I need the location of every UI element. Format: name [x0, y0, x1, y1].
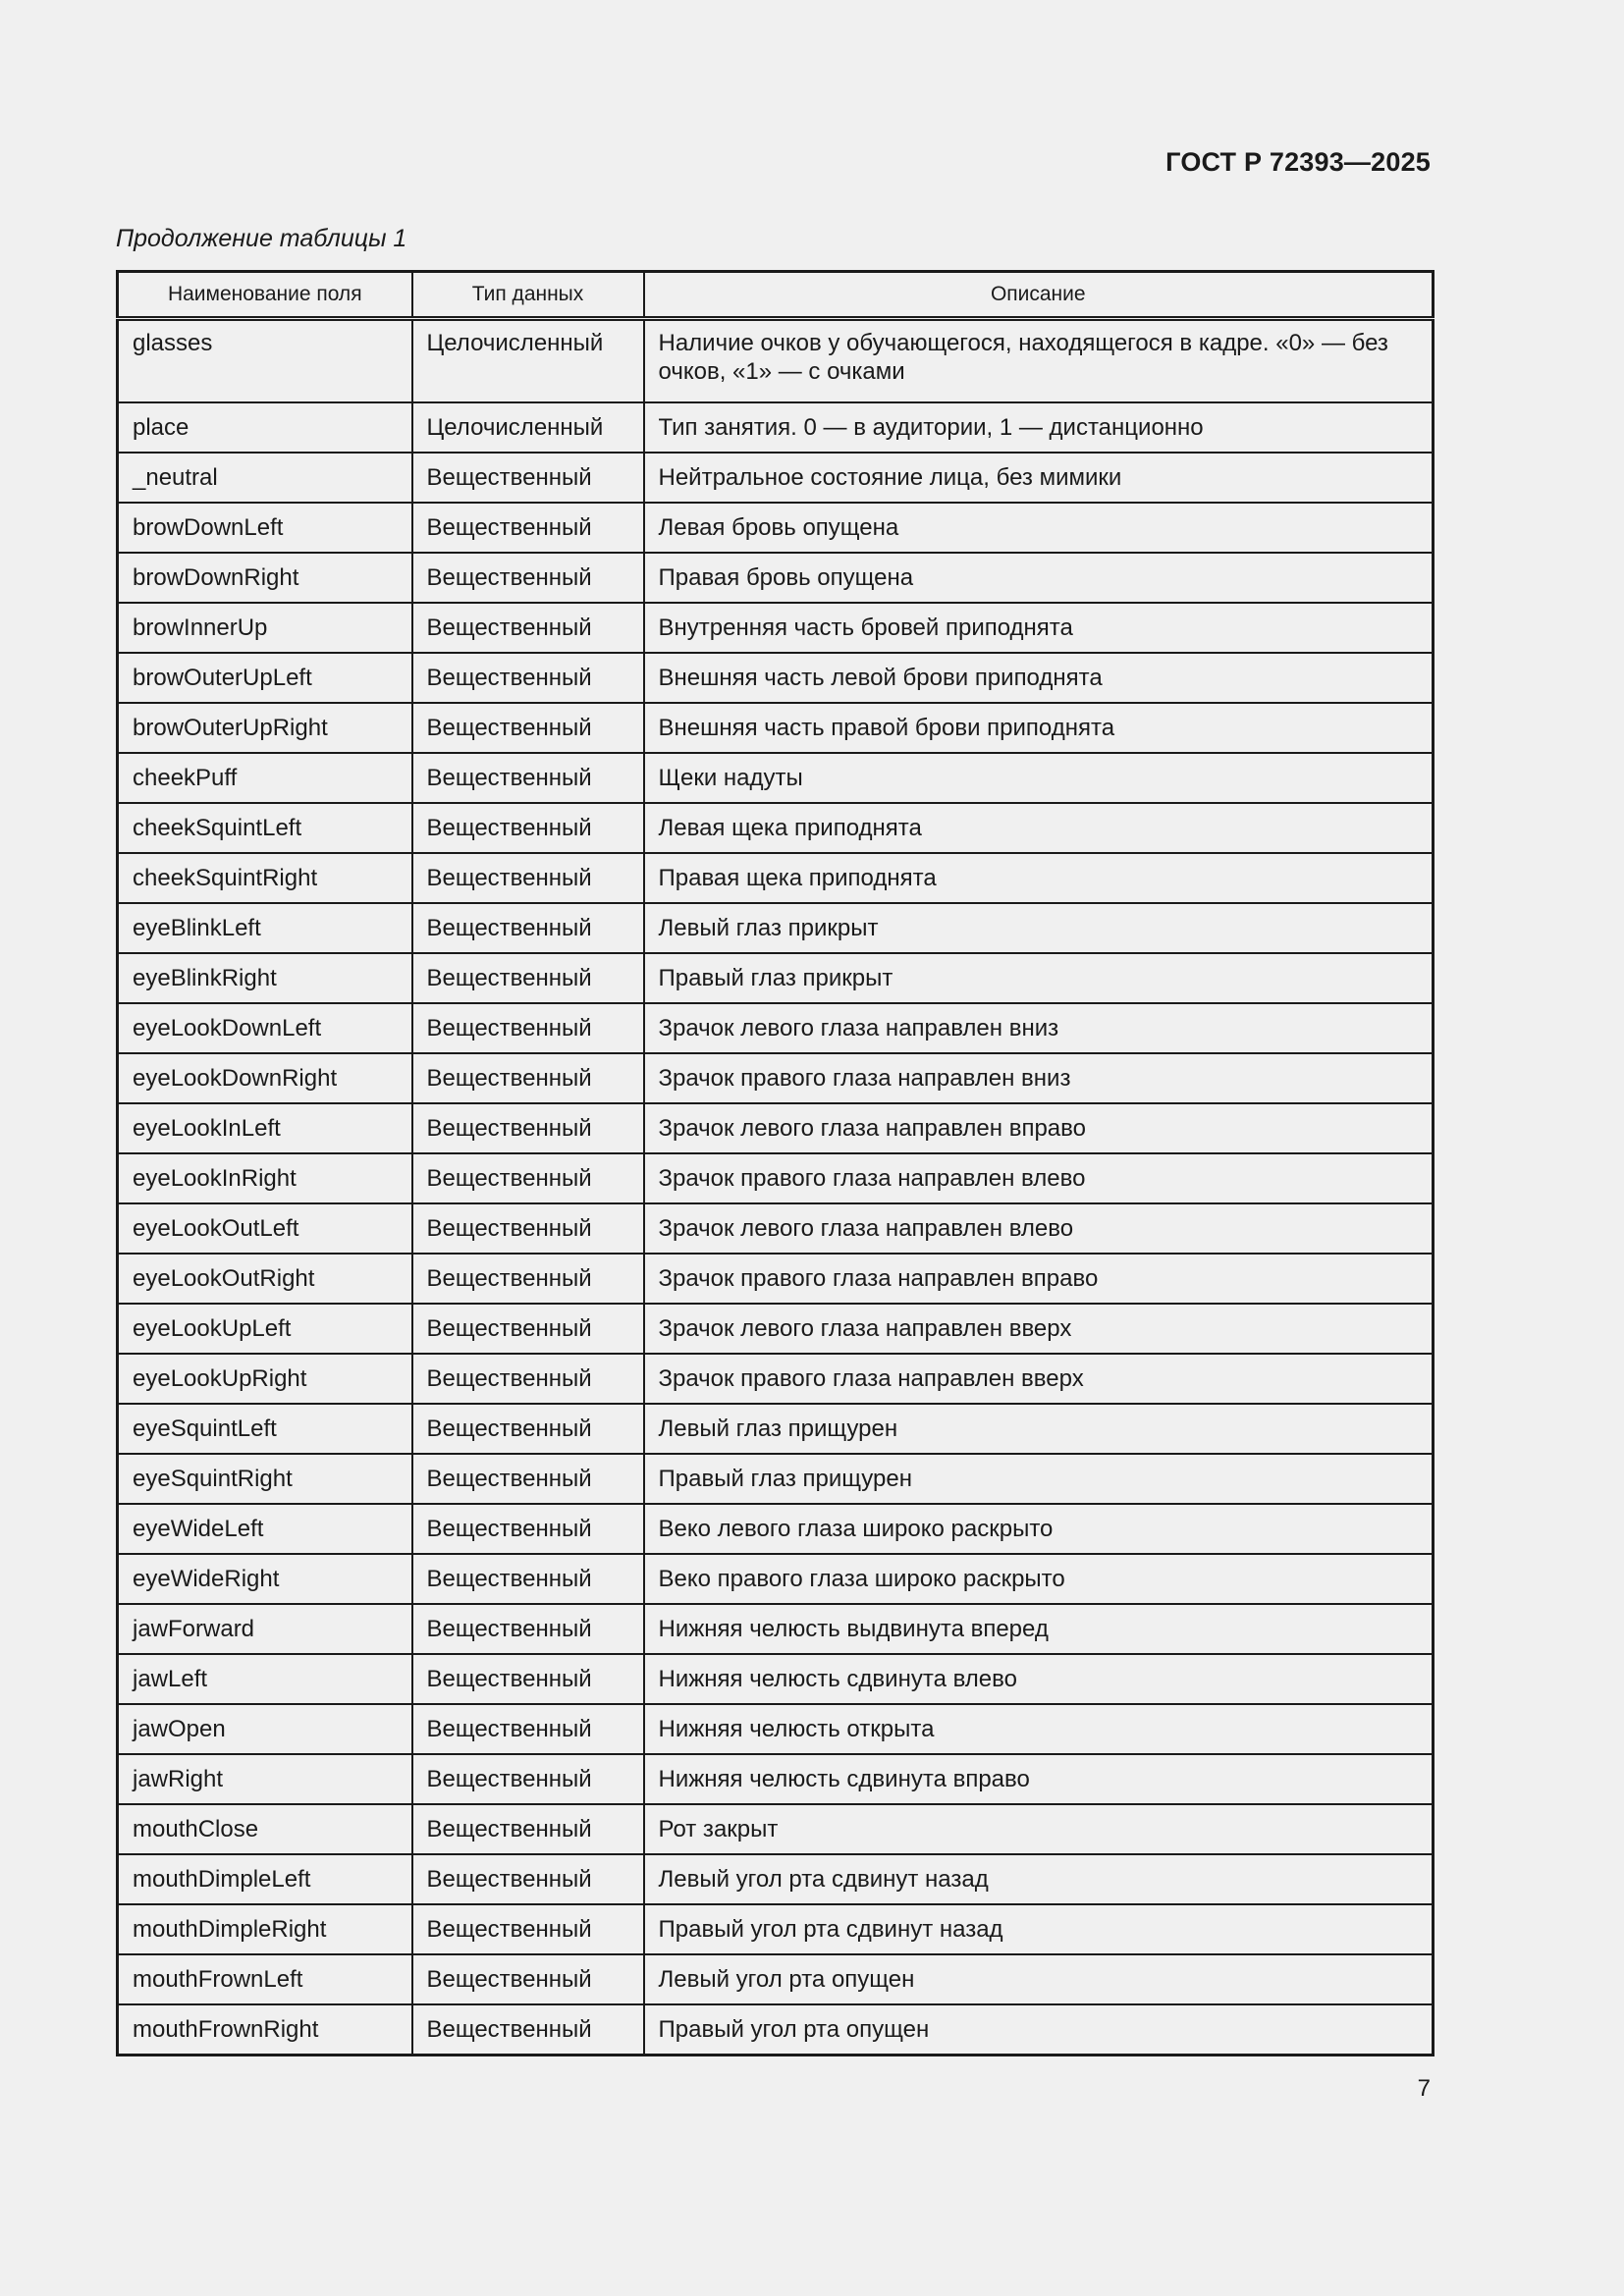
- table-row: [118, 603, 1434, 653]
- description-cell: Щеки надуты: [644, 753, 1434, 803]
- data-type-cell: Вещественный: [412, 1954, 644, 2004]
- field-name-cell: eyeLookDownLeft: [118, 1003, 412, 1053]
- table-row: [118, 1454, 1434, 1504]
- data-type-cell: Вещественный: [412, 553, 644, 603]
- data-type-cell: Вещественный: [412, 1604, 644, 1654]
- table-row: [118, 753, 1434, 803]
- field-name-cell: eyeLookInRight: [118, 1153, 412, 1203]
- field-name-cell: jawOpen: [118, 1704, 412, 1754]
- description-cell: Зрачок правого глаза направлен вниз: [644, 1053, 1434, 1103]
- table-row: [118, 1904, 1434, 1954]
- field-name-cell: cheekSquintRight: [118, 853, 412, 903]
- description-cell: Веко правого глаза широко раскрыто: [644, 1554, 1434, 1604]
- data-type-cell: Вещественный: [412, 2004, 644, 2056]
- table-row: [118, 553, 1434, 603]
- table-row: [118, 453, 1434, 503]
- description-cell: Правая щека приподнята: [644, 853, 1434, 903]
- table-row: [118, 653, 1434, 703]
- field-name-cell: eyeLookOutRight: [118, 1254, 412, 1304]
- description-cell: Правый глаз прищурен: [644, 1454, 1434, 1504]
- field-name-cell: cheekPuff: [118, 753, 412, 803]
- data-type-cell: Целочисленный: [412, 402, 644, 453]
- data-type-cell: Вещественный: [412, 1804, 644, 1854]
- data-type-cell: Вещественный: [412, 603, 644, 653]
- table-row: [118, 402, 1434, 453]
- column-header-description: Описание: [644, 272, 1434, 319]
- data-type-cell: Вещественный: [412, 1654, 644, 1704]
- description-cell: Левый угол рта сдвинут назад: [644, 1854, 1434, 1904]
- description-cell: Левая бровь опущена: [644, 503, 1434, 553]
- column-header-field-name: Наименование поля: [118, 272, 412, 319]
- description-cell: Зрачок левого глаза направлен вверх: [644, 1304, 1434, 1354]
- table-row: [118, 1554, 1434, 1604]
- description-cell: Нижняя челюсть открыта: [644, 1704, 1434, 1754]
- table-row: [118, 953, 1434, 1003]
- data-type-cell: Вещественный: [412, 903, 644, 953]
- field-name-cell: mouthClose: [118, 1804, 412, 1854]
- description-cell: Веко левого глаза широко раскрыто: [644, 1504, 1434, 1554]
- table-row: [118, 903, 1434, 953]
- table-body: [118, 319, 1434, 2056]
- field-name-cell: jawForward: [118, 1604, 412, 1654]
- table-row: [118, 2004, 1434, 2056]
- data-type-cell: Вещественный: [412, 1454, 644, 1504]
- field-name-cell: jawLeft: [118, 1654, 412, 1704]
- field-name-cell: browOuterUpLeft: [118, 653, 412, 703]
- description-cell: Левый угол рта опущен: [644, 1954, 1434, 2004]
- table-row: [118, 1254, 1434, 1304]
- table-row: [118, 1404, 1434, 1454]
- data-type-cell: Вещественный: [412, 1554, 644, 1604]
- data-type-cell: Вещественный: [412, 753, 644, 803]
- table-header-row: [118, 272, 1434, 319]
- data-type-cell: Вещественный: [412, 1254, 644, 1304]
- field-name-cell: glasses: [118, 319, 412, 403]
- field-name-cell: browOuterUpRight: [118, 703, 412, 753]
- data-type-cell: Вещественный: [412, 1304, 644, 1354]
- field-name-cell: eyeLookUpRight: [118, 1354, 412, 1404]
- data-type-cell: Вещественный: [412, 1354, 644, 1404]
- description-cell: Нижняя челюсть выдвинута вперед: [644, 1604, 1434, 1654]
- table-row: [118, 1354, 1434, 1404]
- description-cell: Внешняя часть правой брови приподнята: [644, 703, 1434, 753]
- data-type-cell: Вещественный: [412, 1003, 644, 1053]
- field-name-cell: _neutral: [118, 453, 412, 503]
- description-cell: Нейтральное состояние лица, без мимики: [644, 453, 1434, 503]
- table-row: [118, 1053, 1434, 1103]
- description-cell: Нижняя челюсть сдвинута влево: [644, 1654, 1434, 1704]
- description-cell: Правый угол рта сдвинут назад: [644, 1904, 1434, 1954]
- field-name-cell: eyeSquintLeft: [118, 1404, 412, 1454]
- description-cell: Левая щека приподнята: [644, 803, 1434, 853]
- table-row: [118, 1804, 1434, 1854]
- table-row: [118, 1203, 1434, 1254]
- field-name-cell: eyeLookDownRight: [118, 1053, 412, 1103]
- data-type-cell: Вещественный: [412, 1754, 644, 1804]
- field-name-cell: eyeLookUpLeft: [118, 1304, 412, 1354]
- description-cell: Правый угол рта опущен: [644, 2004, 1434, 2056]
- table-row: [118, 853, 1434, 903]
- data-type-cell: Вещественный: [412, 853, 644, 903]
- description-cell: Нижняя челюсть сдвинута вправо: [644, 1754, 1434, 1804]
- data-type-cell: Вещественный: [412, 1103, 644, 1153]
- column-header-data-type: Тип данных: [412, 272, 644, 319]
- data-type-cell: Вещественный: [412, 1203, 644, 1254]
- table-row: [118, 1754, 1434, 1804]
- data-type-cell: Вещественный: [412, 703, 644, 753]
- field-name-cell: eyeLookOutLeft: [118, 1203, 412, 1254]
- data-type-cell: Целочисленный: [412, 319, 644, 403]
- data-type-cell: Вещественный: [412, 503, 644, 553]
- data-type-cell: Вещественный: [412, 653, 644, 703]
- data-type-cell: Вещественный: [412, 803, 644, 853]
- field-name-cell: eyeWideLeft: [118, 1504, 412, 1554]
- description-cell: Зрачок правого глаза направлен вправо: [644, 1254, 1434, 1304]
- data-type-cell: Вещественный: [412, 1854, 644, 1904]
- table-row: [118, 1103, 1434, 1153]
- field-name-cell: browInnerUp: [118, 603, 412, 653]
- field-name-cell: cheekSquintLeft: [118, 803, 412, 853]
- field-name-cell: browDownLeft: [118, 503, 412, 553]
- field-name-cell: jawRight: [118, 1754, 412, 1804]
- table-row: [118, 703, 1434, 753]
- description-cell: Тип занятия. 0 — в аудитории, 1 — дистанционно: [644, 402, 1434, 453]
- table-row: [118, 503, 1434, 553]
- data-type-cell: Вещественный: [412, 1904, 644, 1954]
- table-caption: Продолжение таблицы 1: [116, 225, 407, 252]
- field-name-cell: eyeBlinkRight: [118, 953, 412, 1003]
- table-row: [118, 803, 1434, 853]
- table-row: [118, 1304, 1434, 1354]
- table-row: [118, 1504, 1434, 1554]
- field-name-cell: mouthDimpleRight: [118, 1904, 412, 1954]
- document-code: ГОСТ Р 72393—2025: [1165, 147, 1431, 177]
- table-row: [118, 1153, 1434, 1203]
- description-cell: Зрачок правого глаза направлен вверх: [644, 1354, 1434, 1404]
- table-row: [118, 1704, 1434, 1754]
- table-row: [118, 319, 1434, 403]
- page-number: 7: [1417, 2075, 1431, 2102]
- data-type-cell: Вещественный: [412, 1404, 644, 1454]
- data-type-cell: Вещественный: [412, 1153, 644, 1203]
- table-row: [118, 1854, 1434, 1904]
- description-cell: Левый глаз прикрыт: [644, 903, 1434, 953]
- table-row: [118, 1654, 1434, 1704]
- data-type-cell: Вещественный: [412, 1053, 644, 1103]
- field-name-cell: eyeLookInLeft: [118, 1103, 412, 1153]
- description-cell: Зрачок левого глаза направлен вправо: [644, 1103, 1434, 1153]
- table-row: [118, 1003, 1434, 1053]
- description-cell: Внутренняя часть бровей приподнята: [644, 603, 1434, 653]
- field-name-cell: mouthFrownRight: [118, 2004, 412, 2056]
- field-name-cell: eyeBlinkLeft: [118, 903, 412, 953]
- description-cell: Зрачок левого глаза направлен вниз: [644, 1003, 1434, 1053]
- description-cell: Наличие очков у обучающегося, находящегося в кадре. «0» — без очков, «1» — с очками: [644, 319, 1434, 403]
- field-name-cell: place: [118, 402, 412, 453]
- description-cell: Правый глаз прикрыт: [644, 953, 1434, 1003]
- field-name-cell: browDownRight: [118, 553, 412, 603]
- field-name-cell: eyeWideRight: [118, 1554, 412, 1604]
- description-cell: Левый глаз прищурен: [644, 1404, 1434, 1454]
- description-cell: Рот закрыт: [644, 1804, 1434, 1854]
- description-cell: Внешняя часть левой брови приподнята: [644, 653, 1434, 703]
- description-cell: Зрачок правого глаза направлен влево: [644, 1153, 1434, 1203]
- data-type-cell: Вещественный: [412, 453, 644, 503]
- field-name-cell: mouthFrownLeft: [118, 1954, 412, 2004]
- field-name-cell: mouthDimpleLeft: [118, 1854, 412, 1904]
- description-cell: Зрачок левого глаза направлен влево: [644, 1203, 1434, 1254]
- data-type-cell: Вещественный: [412, 953, 644, 1003]
- table-row: [118, 1954, 1434, 2004]
- fields-table: [116, 270, 1435, 2056]
- field-name-cell: eyeSquintRight: [118, 1454, 412, 1504]
- data-type-cell: Вещественный: [412, 1504, 644, 1554]
- data-type-cell: Вещественный: [412, 1704, 644, 1754]
- description-cell: Правая бровь опущена: [644, 553, 1434, 603]
- table-row: [118, 1604, 1434, 1654]
